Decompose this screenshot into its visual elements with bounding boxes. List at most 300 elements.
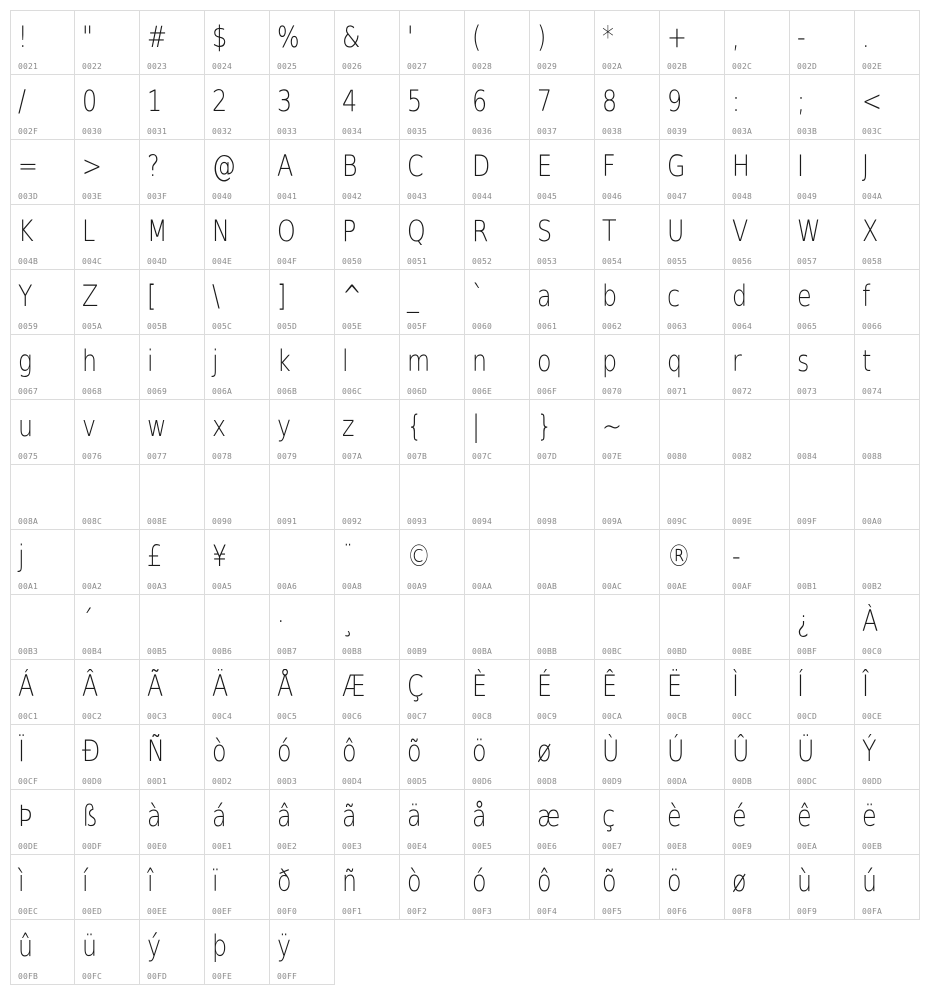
glyph-code: 009A bbox=[602, 517, 623, 526]
glyph-code: 0034 bbox=[342, 127, 363, 136]
glyph-char: . bbox=[862, 20, 870, 54]
glyph-cell bbox=[855, 75, 920, 140]
glyph-cell bbox=[335, 660, 400, 725]
glyph-cell bbox=[75, 10, 140, 75]
glyph-char: ä bbox=[407, 799, 422, 833]
glyph-code: 002D bbox=[797, 62, 818, 71]
glyph-char: q bbox=[667, 344, 683, 378]
glyph-cell bbox=[530, 790, 595, 855]
glyph-cell bbox=[140, 10, 205, 75]
glyph-code: 0055 bbox=[667, 257, 688, 266]
glyph-cell bbox=[400, 465, 465, 530]
glyph-char: g bbox=[18, 344, 33, 378]
glyph-code: 00C2 bbox=[82, 712, 103, 721]
glyph-cell bbox=[10, 140, 75, 205]
glyph-char: ) bbox=[537, 20, 547, 54]
glyph-cell bbox=[10, 465, 75, 530]
glyph-code: 0058 bbox=[862, 257, 883, 266]
glyph-code: 00EC bbox=[18, 907, 39, 916]
glyph-code: 00E9 bbox=[732, 842, 753, 851]
glyph-char: Û bbox=[732, 734, 750, 768]
glyph-char: ´ bbox=[82, 604, 94, 638]
glyph-code: 0032 bbox=[212, 127, 233, 136]
glyph-char: b bbox=[602, 279, 618, 313]
glyph-char: Ï bbox=[18, 734, 26, 768]
glyph-code: 0022 bbox=[82, 62, 103, 71]
glyph-grid bbox=[10, 10, 920, 985]
glyph-char: | bbox=[472, 409, 481, 443]
glyph-char: m bbox=[407, 344, 431, 378]
glyph-char: ¥ bbox=[212, 539, 228, 573]
glyph-code: 0090 bbox=[212, 517, 233, 526]
glyph-cell bbox=[855, 595, 920, 660]
glyph-cell bbox=[75, 75, 140, 140]
glyph-code: 00A3 bbox=[147, 582, 168, 591]
glyph-cell bbox=[660, 205, 725, 270]
glyph-cell bbox=[725, 660, 790, 725]
glyph-code: 0043 bbox=[407, 192, 428, 201]
glyph-cell bbox=[595, 205, 660, 270]
glyph-cell bbox=[790, 205, 855, 270]
glyph-code: 005C bbox=[212, 322, 233, 331]
glyph-code: 005F bbox=[407, 322, 428, 331]
glyph-code: 00D1 bbox=[147, 777, 168, 786]
glyph-cell bbox=[530, 855, 595, 920]
glyph-cell bbox=[530, 140, 595, 205]
glyph-code: 00C0 bbox=[862, 647, 883, 656]
glyph-cell bbox=[140, 140, 205, 205]
glyph-code: 0091 bbox=[277, 517, 298, 526]
glyph-code: 00E5 bbox=[472, 842, 493, 851]
glyph-char: à bbox=[147, 799, 162, 833]
glyph-code: 003F bbox=[147, 192, 168, 201]
glyph-char: ~ bbox=[602, 409, 622, 443]
glyph-char: $ bbox=[212, 20, 228, 54]
glyph-code: 00C6 bbox=[342, 712, 363, 721]
glyph-cell bbox=[465, 855, 530, 920]
glyph-char: ô bbox=[537, 864, 552, 898]
glyph-code: 0048 bbox=[732, 192, 753, 201]
glyph-code: 00AA bbox=[472, 582, 493, 591]
glyph-code: 0025 bbox=[277, 62, 298, 71]
glyph-char: i bbox=[147, 344, 154, 378]
glyph-cell bbox=[75, 920, 140, 985]
glyph-cell bbox=[140, 465, 205, 530]
glyph-cell bbox=[10, 335, 75, 400]
glyph-code: 004D bbox=[147, 257, 168, 266]
glyph-char: L bbox=[82, 214, 96, 248]
glyph-cell bbox=[595, 725, 660, 790]
glyph-code: 0077 bbox=[147, 452, 168, 461]
glyph-cell bbox=[530, 595, 595, 660]
glyph-cell bbox=[595, 855, 660, 920]
glyph-code: 0047 bbox=[667, 192, 688, 201]
glyph-char: j bbox=[212, 344, 219, 378]
glyph-code: 0064 bbox=[732, 322, 753, 331]
glyph-cell bbox=[140, 660, 205, 725]
glyph-code: 00CC bbox=[732, 712, 753, 721]
glyph-cell bbox=[140, 205, 205, 270]
glyph-char: ï bbox=[212, 864, 219, 898]
glyph-cell bbox=[140, 595, 205, 660]
glyph-char: j bbox=[18, 539, 25, 573]
glyph-cell bbox=[335, 205, 400, 270]
glyph-cell bbox=[10, 10, 75, 75]
glyph-code: 005E bbox=[342, 322, 363, 331]
glyph-code: 00C7 bbox=[407, 712, 428, 721]
glyph-cell bbox=[205, 140, 270, 205]
glyph-code: 00E7 bbox=[602, 842, 623, 851]
glyph-char: ( bbox=[472, 20, 482, 54]
glyph-code: 0040 bbox=[212, 192, 233, 201]
glyph-cell bbox=[335, 790, 400, 855]
glyph-char: ø bbox=[732, 864, 747, 898]
glyph-cell bbox=[400, 205, 465, 270]
glyph-char: n bbox=[472, 344, 488, 378]
glyph-char: Ê bbox=[602, 669, 618, 703]
glyph-char: = bbox=[18, 149, 38, 183]
glyph-char: À bbox=[862, 604, 879, 638]
glyph-char: O bbox=[277, 214, 296, 248]
glyph-char: û bbox=[18, 929, 34, 963]
glyph-code: 007C bbox=[472, 452, 493, 461]
glyph-char: H bbox=[732, 149, 750, 183]
glyph-code: 0075 bbox=[18, 452, 39, 461]
glyph-cell bbox=[75, 725, 140, 790]
glyph-code: 0021 bbox=[18, 62, 39, 71]
glyph-cell bbox=[465, 595, 530, 660]
glyph-cell bbox=[790, 465, 855, 530]
glyph-cell bbox=[595, 270, 660, 335]
glyph-code: 0036 bbox=[472, 127, 493, 136]
glyph-cell bbox=[10, 530, 75, 595]
glyph-code: 0037 bbox=[537, 127, 558, 136]
glyph-code: 0068 bbox=[82, 387, 103, 396]
glyph-code: 00BB bbox=[537, 647, 558, 656]
glyph-char: ñ bbox=[342, 864, 358, 898]
glyph-char: ò bbox=[407, 864, 422, 898]
glyph-cell bbox=[205, 270, 270, 335]
glyph-char: v bbox=[82, 409, 97, 443]
glyph-cell bbox=[10, 270, 75, 335]
glyph-code: 00DF bbox=[82, 842, 103, 851]
glyph-char: K bbox=[18, 214, 34, 248]
glyph-cell bbox=[75, 335, 140, 400]
glyph-cell bbox=[205, 790, 270, 855]
glyph-code: 00CF bbox=[18, 777, 39, 786]
glyph-code: 004E bbox=[212, 257, 233, 266]
glyph-cell bbox=[595, 465, 660, 530]
glyph-cell bbox=[595, 10, 660, 75]
glyph-cell bbox=[790, 140, 855, 205]
glyph-code: 00D2 bbox=[212, 777, 233, 786]
glyph-cell bbox=[140, 400, 205, 465]
glyph-cell bbox=[465, 140, 530, 205]
glyph-char: + bbox=[667, 20, 687, 54]
glyph-char: A bbox=[277, 149, 294, 183]
glyph-code: 006F bbox=[537, 387, 558, 396]
glyph-char: f bbox=[862, 279, 871, 313]
glyph-code: 0051 bbox=[407, 257, 428, 266]
glyph-cell bbox=[725, 335, 790, 400]
glyph-code: 00DB bbox=[732, 777, 753, 786]
glyph-cell bbox=[400, 530, 465, 595]
glyph-code: 00C8 bbox=[472, 712, 493, 721]
glyph-cell bbox=[270, 595, 335, 660]
glyph-cell bbox=[335, 530, 400, 595]
glyph-char: ^ bbox=[342, 279, 362, 313]
glyph-code: 00B9 bbox=[407, 647, 428, 656]
glyph-code: 00BF bbox=[797, 647, 818, 656]
glyph-code: 007A bbox=[342, 452, 363, 461]
glyph-code: 00A9 bbox=[407, 582, 428, 591]
glyph-code: 0044 bbox=[472, 192, 493, 201]
glyph-char: e bbox=[797, 279, 812, 313]
glyph-cell bbox=[660, 270, 725, 335]
glyph-code: 00CD bbox=[797, 712, 818, 721]
glyph-code: 00CA bbox=[602, 712, 623, 721]
glyph-code: 002A bbox=[602, 62, 623, 71]
glyph-char: # bbox=[147, 20, 167, 54]
glyph-code: 00A8 bbox=[342, 582, 363, 591]
glyph-cell bbox=[530, 530, 595, 595]
glyph-cell bbox=[725, 205, 790, 270]
glyph-code: 003B bbox=[797, 127, 818, 136]
glyph-cell bbox=[855, 790, 920, 855]
glyph-cell bbox=[270, 75, 335, 140]
glyph-code: 0023 bbox=[147, 62, 168, 71]
glyph-char: Ì bbox=[732, 669, 740, 703]
glyph-cell bbox=[855, 725, 920, 790]
glyph-code: 002E bbox=[862, 62, 883, 71]
glyph-code: 006B bbox=[277, 387, 298, 396]
glyph-code: 00F0 bbox=[277, 907, 298, 916]
glyph-cell bbox=[660, 335, 725, 400]
glyph-cell bbox=[270, 270, 335, 335]
glyph-char: / bbox=[18, 84, 27, 118]
glyph-cell bbox=[10, 855, 75, 920]
glyph-char: 9 bbox=[667, 84, 683, 118]
glyph-char: 4 bbox=[342, 84, 358, 118]
glyph-cell bbox=[205, 595, 270, 660]
glyph-code: 0060 bbox=[472, 322, 493, 331]
glyph-cell bbox=[595, 140, 660, 205]
glyph-char: T bbox=[602, 214, 617, 248]
glyph-cell bbox=[270, 10, 335, 75]
glyph-cell bbox=[660, 530, 725, 595]
glyph-code: 0072 bbox=[732, 387, 753, 396]
glyph-code: 00F3 bbox=[472, 907, 493, 916]
glyph-char: ' bbox=[407, 20, 414, 54]
glyph-cell bbox=[465, 790, 530, 855]
glyph-cell bbox=[205, 465, 270, 530]
glyph-char: k bbox=[277, 344, 291, 378]
glyph-code: 00D4 bbox=[342, 777, 363, 786]
glyph-cell bbox=[790, 725, 855, 790]
glyph-code: 00BE bbox=[732, 647, 753, 656]
glyph-char: Ç bbox=[407, 669, 424, 703]
glyph-char: y bbox=[277, 409, 292, 443]
glyph-cell bbox=[205, 920, 270, 985]
glyph-char: a bbox=[537, 279, 552, 313]
glyph-char: ô bbox=[342, 734, 357, 768]
glyph-code: 0035 bbox=[407, 127, 428, 136]
glyph-char: U bbox=[667, 214, 685, 248]
glyph-cell bbox=[75, 400, 140, 465]
glyph-cell bbox=[790, 400, 855, 465]
glyph-cell bbox=[10, 595, 75, 660]
glyph-char: , bbox=[732, 20, 740, 54]
glyph-cell bbox=[140, 75, 205, 140]
glyph-cell bbox=[855, 400, 920, 465]
glyph-char: " bbox=[82, 20, 93, 54]
glyph-cell bbox=[465, 530, 530, 595]
glyph-char: X bbox=[862, 214, 879, 248]
glyph-code: 00E4 bbox=[407, 842, 428, 851]
glyph-cell bbox=[855, 205, 920, 270]
glyph-char: B bbox=[342, 149, 358, 183]
glyph-char: F bbox=[602, 149, 616, 183]
glyph-code: 0042 bbox=[342, 192, 363, 201]
glyph-char: å bbox=[472, 799, 487, 833]
glyph-char: ¿ bbox=[797, 604, 810, 638]
glyph-code: 0082 bbox=[732, 452, 753, 461]
glyph-char: 7 bbox=[537, 84, 553, 118]
glyph-cell bbox=[205, 725, 270, 790]
glyph-cell bbox=[530, 465, 595, 530]
glyph-code: 0066 bbox=[862, 322, 883, 331]
glyph-char: © bbox=[407, 539, 431, 573]
glyph-char: Ü bbox=[797, 734, 815, 768]
glyph-cell bbox=[790, 270, 855, 335]
glyph-cell bbox=[725, 465, 790, 530]
glyph-cell bbox=[530, 660, 595, 725]
glyph-code: 00A0 bbox=[862, 517, 883, 526]
glyph-char: ø bbox=[537, 734, 552, 768]
glyph-char: í bbox=[82, 864, 89, 898]
glyph-code: 00B1 bbox=[797, 582, 818, 591]
glyph-code: 005B bbox=[147, 322, 168, 331]
glyph-char: Î bbox=[862, 669, 870, 703]
glyph-cell bbox=[465, 10, 530, 75]
glyph-cell bbox=[75, 595, 140, 660]
glyph-char: 6 bbox=[472, 84, 488, 118]
glyph-code: 003E bbox=[82, 192, 103, 201]
glyph-cell bbox=[595, 530, 660, 595]
glyph-code: 00C1 bbox=[18, 712, 39, 721]
glyph-code: 00DE bbox=[18, 842, 39, 851]
glyph-code: 007B bbox=[407, 452, 428, 461]
glyph-char: & bbox=[342, 20, 361, 54]
glyph-cell bbox=[465, 660, 530, 725]
glyph-cell bbox=[270, 140, 335, 205]
glyph-cell bbox=[335, 465, 400, 530]
glyph-cell bbox=[595, 790, 660, 855]
glyph-cell bbox=[465, 270, 530, 335]
glyph-code: 00FA bbox=[862, 907, 883, 916]
glyph-cell bbox=[855, 660, 920, 725]
glyph-code: 0080 bbox=[667, 452, 688, 461]
glyph-code: 00B6 bbox=[212, 647, 233, 656]
glyph-char: 5 bbox=[407, 84, 423, 118]
glyph-cell bbox=[10, 660, 75, 725]
glyph-char: t bbox=[862, 344, 872, 378]
glyph-char: > bbox=[82, 149, 102, 183]
glyph-cell bbox=[595, 75, 660, 140]
glyph-cell bbox=[75, 205, 140, 270]
glyph-cell bbox=[335, 335, 400, 400]
glyph-code: 002B bbox=[667, 62, 688, 71]
glyph-char: I bbox=[797, 149, 805, 183]
glyph-cell bbox=[660, 140, 725, 205]
glyph-cell bbox=[75, 530, 140, 595]
glyph-char: D bbox=[472, 149, 491, 183]
glyph-char: Þ bbox=[18, 799, 33, 833]
glyph-code: 00D9 bbox=[602, 777, 623, 786]
glyph-code: 0092 bbox=[342, 517, 363, 526]
glyph-code: 00EB bbox=[862, 842, 883, 851]
glyph-cell bbox=[725, 75, 790, 140]
glyph-code: 0063 bbox=[667, 322, 688, 331]
glyph-code: 00E2 bbox=[277, 842, 298, 851]
glyph-char: % bbox=[277, 20, 300, 54]
glyph-cell bbox=[270, 400, 335, 465]
glyph-code: 00FB bbox=[18, 972, 39, 981]
glyph-code: 0078 bbox=[212, 452, 233, 461]
glyph-char: N bbox=[212, 214, 230, 248]
glyph-char: õ bbox=[602, 864, 617, 898]
glyph-char: ; bbox=[797, 84, 806, 118]
glyph-char: ! bbox=[18, 20, 28, 54]
glyph-cell bbox=[725, 725, 790, 790]
glyph-cell bbox=[465, 335, 530, 400]
glyph-cell bbox=[205, 75, 270, 140]
glyph-char: \ bbox=[212, 279, 221, 313]
glyph-char: _ bbox=[407, 279, 419, 313]
glyph-cell bbox=[335, 400, 400, 465]
glyph-cell bbox=[790, 75, 855, 140]
glyph-char: ® bbox=[667, 539, 691, 573]
glyph-char: Ú bbox=[667, 734, 685, 768]
glyph-char: ó bbox=[277, 734, 292, 768]
glyph-char: Ý bbox=[862, 734, 877, 768]
glyph-cell bbox=[400, 725, 465, 790]
glyph-code: 00F9 bbox=[797, 907, 818, 916]
glyph-char: ë bbox=[862, 799, 877, 833]
glyph-char: î bbox=[147, 864, 154, 898]
glyph-cell bbox=[75, 270, 140, 335]
glyph-char: Ð bbox=[82, 734, 101, 768]
glyph-cell bbox=[595, 400, 660, 465]
glyph-char: Ã bbox=[147, 669, 164, 703]
glyph-cell bbox=[270, 790, 335, 855]
glyph-cell bbox=[530, 335, 595, 400]
glyph-char: ¸ bbox=[342, 604, 354, 638]
glyph-cell bbox=[725, 140, 790, 205]
glyph-code: 0039 bbox=[667, 127, 688, 136]
glyph-char: á bbox=[212, 799, 227, 833]
glyph-code: 00DA bbox=[667, 777, 688, 786]
glyph-code: 007D bbox=[537, 452, 558, 461]
glyph-cell bbox=[725, 10, 790, 75]
glyph-code: 004A bbox=[862, 192, 883, 201]
glyph-char: ¨ bbox=[342, 539, 354, 573]
glyph-cell bbox=[400, 335, 465, 400]
glyph-char: P bbox=[342, 214, 357, 248]
glyph-code: 00AC bbox=[602, 582, 623, 591]
glyph-code: 0056 bbox=[732, 257, 753, 266]
glyph-cell bbox=[790, 790, 855, 855]
